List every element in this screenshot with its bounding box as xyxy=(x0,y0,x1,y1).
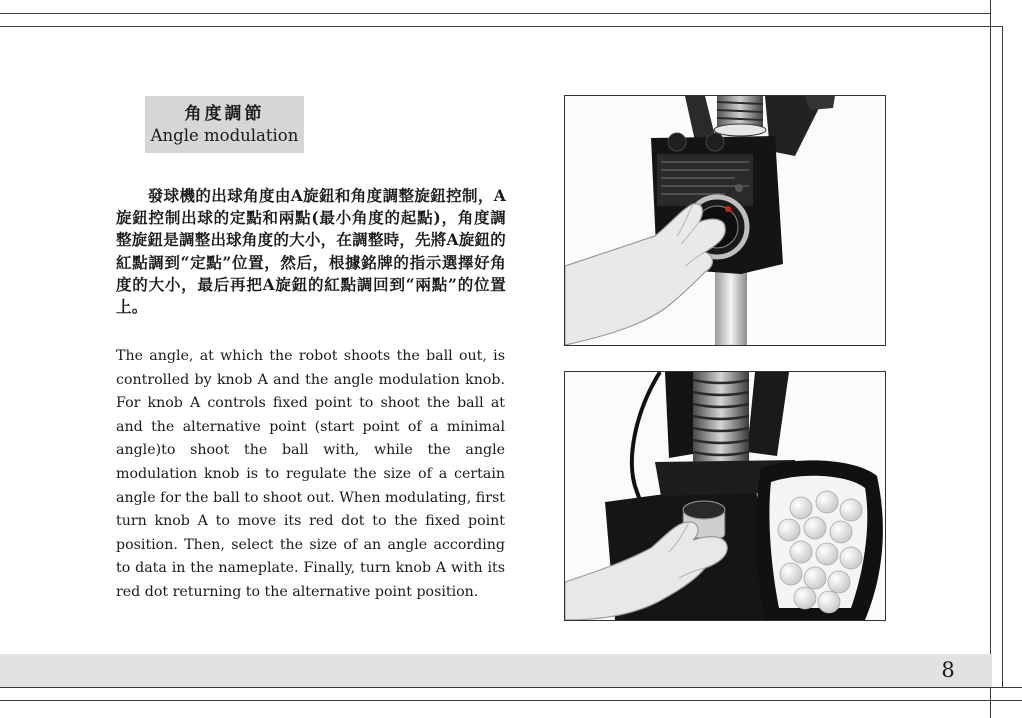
section-title-english: Angle modulation xyxy=(150,126,299,145)
crop-mark-top xyxy=(0,13,990,14)
crop-mark-bottom xyxy=(0,700,1022,701)
footer-band xyxy=(0,654,992,687)
section-title-chinese: 角度調節 xyxy=(184,104,265,124)
photo-knob-a xyxy=(564,95,886,346)
photo-knob-a-drawing xyxy=(565,96,885,345)
photo-angle-knob-drawing xyxy=(565,372,885,620)
section-title-box xyxy=(145,96,304,153)
crop-mark-right-outer xyxy=(1003,687,1022,688)
page-number: 8 xyxy=(941,658,955,682)
english-paragraph: The angle, at which the robot shoots the ball out, is controlled by knob A and the angle modulation knob. For knob A controls fixed point to shoot the ball at and the alternative point (start point of a minimal angle)to shoot the ball with, while the angle modulation knob is to regulate the size of a certain angle for the ball to shoot out. When modulating, first turn knob A to move its red dot to the fixed point position. Then, select the size of an angle according to data in the nameplate. Finally, turn knob A with its red dot returning to the alternative point position. xyxy=(116,348,505,600)
photo-angle-knob xyxy=(564,371,886,621)
chinese-paragraph: 發球機的出球角度由A旋鈕和角度調整旋鈕控制，A旋鈕控制出球的定點和兩點(最小角度的起點)，角度調整旋鈕是調整出球角度的大小，在調整時，先將A旋鈕的紅點調到“定點”位置，然后，根據銘牌的指示選擇好角度的大小，最后再把A旋鈕的紅點調回到“兩點”的位置上。 xyxy=(116,186,506,317)
